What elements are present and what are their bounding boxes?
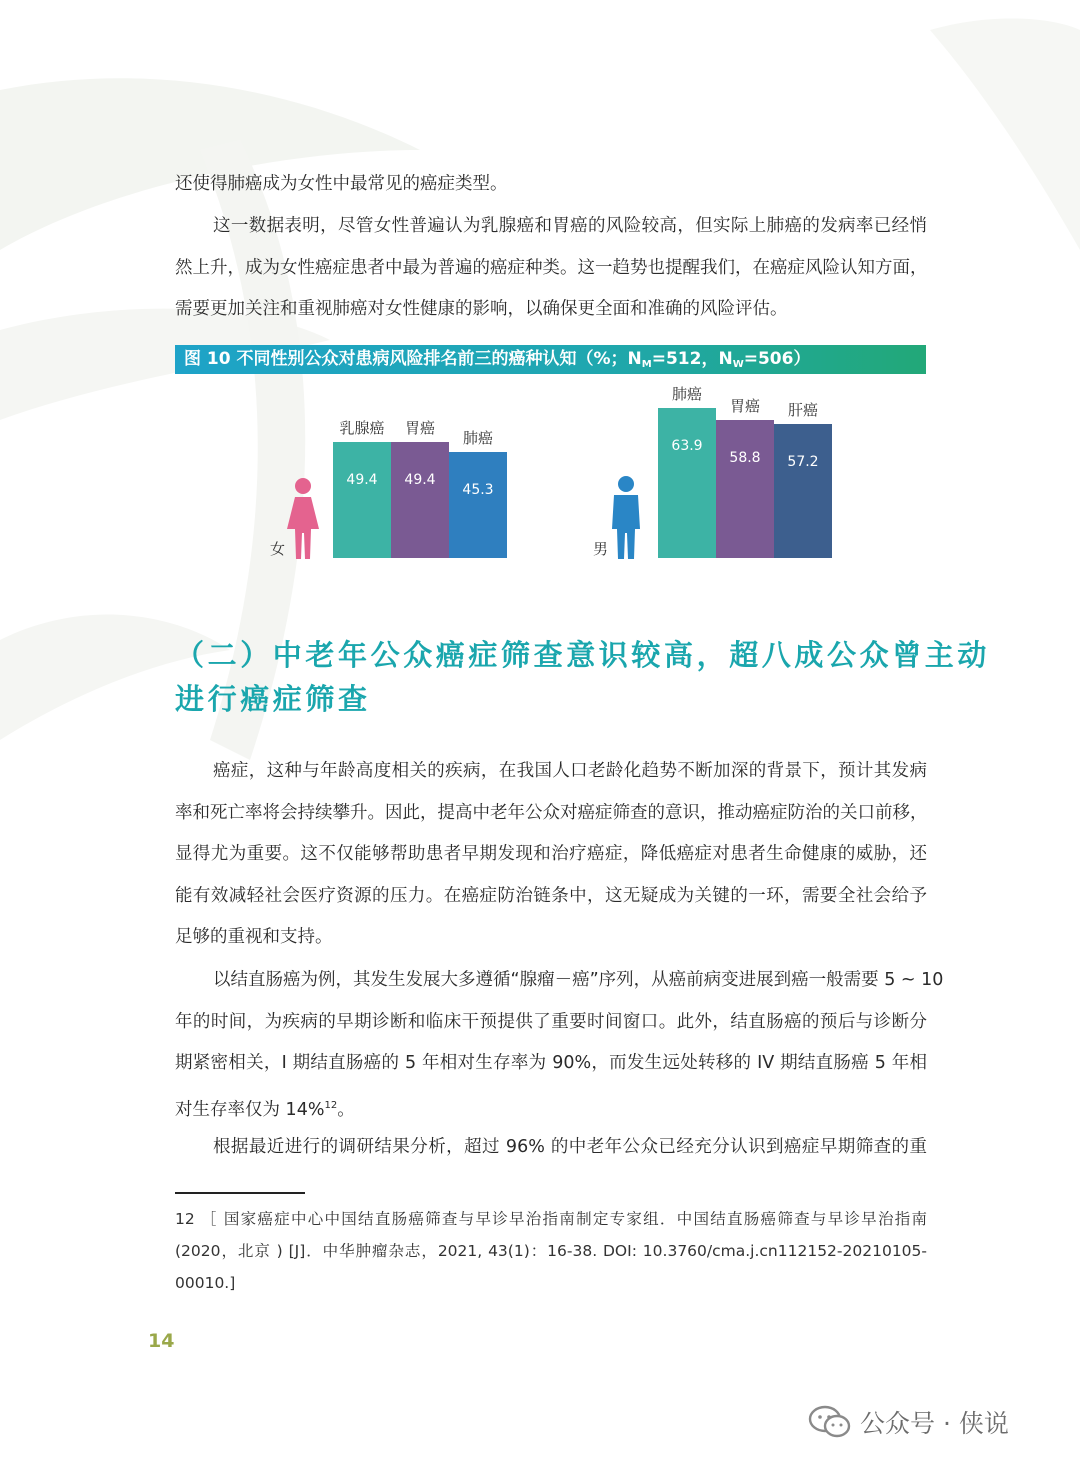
text-line: 以结直肠癌为例，其发生发展大多遵循“腺瘤－癌”序列，从癌前病变进展到癌一般需要 5 ~ 10: [213, 970, 944, 990]
text-line: 这一数据表明，尽管女性普遍认为乳腺癌和胃癌的风险较高，但实际上肺癌的发病率已经悄: [213, 216, 927, 236]
text-line: 对生存率仅为 14%$^{12}$。: [175, 1099, 355, 1120]
paragraph-3: [175, 751, 927, 959]
footnote-ref[interactable]: 12: [324, 1099, 338, 1111]
paragraph-1: [175, 164, 927, 206]
text-line: 根据最近进行的调研结果分析，超过 96% 的中老年公众已经充分认识到癌症早期筛查的重: [213, 1137, 927, 1157]
text-line: 癌症，这种与年龄高度相关的疾病，在我国人口老龄化趋势不断加深的背景下，预计其发病: [213, 761, 927, 781]
chart-bar: [333, 442, 391, 558]
bar-value-label: 58.8: [729, 450, 761, 467]
paragraph-5: [175, 1127, 927, 1169]
footnote-divider: [175, 1192, 305, 1194]
section-title-line: 进行癌症筛查: [175, 682, 371, 716]
figure-title: 图 10 不同性别公众对患病风险排名前三的癌种认知（%；$N_M=512$，$N_W=506$）: [175, 345, 926, 374]
footnote-line: 12 ［ 国家癌症中心中国结直肠癌筛查与早诊早治指南制定专家组．中国结直肠癌筛查与早诊早治指南: [175, 1210, 927, 1228]
text-line: 需要更加关注和重视肺癌对女性健康的影响，以确保更全面和准确的风险评估。: [175, 299, 788, 320]
section-title-line: （二）中老年公众癌症筛查意识较高，超八成公众曾主动: [175, 638, 991, 672]
bar-value-label: 49.4: [346, 472, 378, 489]
bar-value-label: 63.9: [671, 438, 703, 455]
text-line: 年的时间，为疾病的早期诊断和临床干预提供了重要时间窗口。此外，结直肠癌的预后与诊断分: [175, 1011, 927, 1032]
text-line: 期紧密相关，I 期结直肠癌的 5 年相对生存率为 90%，而发生远处转移的 IV 期结直肠癌 5 年相: [175, 1053, 927, 1074]
wechat-icon: [808, 1405, 852, 1439]
text-line: 率和死亡率将会持续攀升。因此，提高中老年公众对癌症筛查的意识，推动癌症防治的关口前移，: [175, 802, 928, 823]
text-line: 还使得肺癌成为女性中最常见的癌症类型。: [175, 174, 508, 194]
bar-value-label: 57.2: [787, 454, 819, 471]
chart-bar: [658, 408, 716, 558]
footnote-line: (2020，北京 ) [J]．中华肿瘤杂志，2021, 43(1)：16-38. DOI: 10.3760/cma.j.cn112152-20210105-: [175, 1242, 927, 1260]
female-icon: [285, 477, 321, 559]
chart-bar: [449, 452, 507, 558]
section-title: [175, 633, 991, 721]
text-line: 然上升，成为女性癌症患者中最为普遍的癌症种类。这一趋势也提醒我们，在癌症风险认知方面，: [175, 257, 928, 278]
paragraph-2: [175, 206, 927, 331]
watermark-text: 公众号 · 侠说: [860, 1409, 1009, 1438]
watermark: [808, 1404, 1009, 1440]
male-bar-chart: [590, 385, 850, 565]
text-line: 足够的重视和支持。: [175, 927, 333, 948]
bar-value-label: 49.4: [404, 472, 436, 489]
page-number: 14: [148, 1330, 175, 1352]
chart-bar: [391, 442, 449, 558]
bar-value-label: 45.3: [462, 481, 494, 498]
bar-category-label: 胃癌: [729, 397, 760, 416]
bar-category-label: 胃癌: [404, 419, 435, 438]
chart-bar: [716, 420, 774, 558]
female-bar-chart: [265, 395, 525, 565]
gender-label-female: 女: [270, 540, 286, 558]
bar-category-label: 肺癌: [671, 385, 702, 404]
chart-bar: [774, 424, 832, 558]
male-icon: [610, 475, 642, 559]
paragraph-4: [175, 960, 944, 1126]
bar-category-label: 肝癌: [787, 401, 818, 420]
text-line: 能有效减轻社会医疗资源的压力。在癌症防治链条中，这无疑成为关键的一环，需要全社会给予: [175, 885, 927, 906]
bar-category-label: 乳腺癌: [339, 419, 385, 438]
bar-category-label: 肺癌: [462, 428, 493, 447]
footnote-line: 00010.]: [175, 1274, 236, 1292]
footnote: [175, 1203, 927, 1299]
gender-label-male: 男: [593, 540, 609, 558]
text-line: 显得尤为重要。这不仅能够帮助患者早期发现和治疗癌症，降低癌症对患者生命健康的威胁，还: [175, 844, 927, 865]
